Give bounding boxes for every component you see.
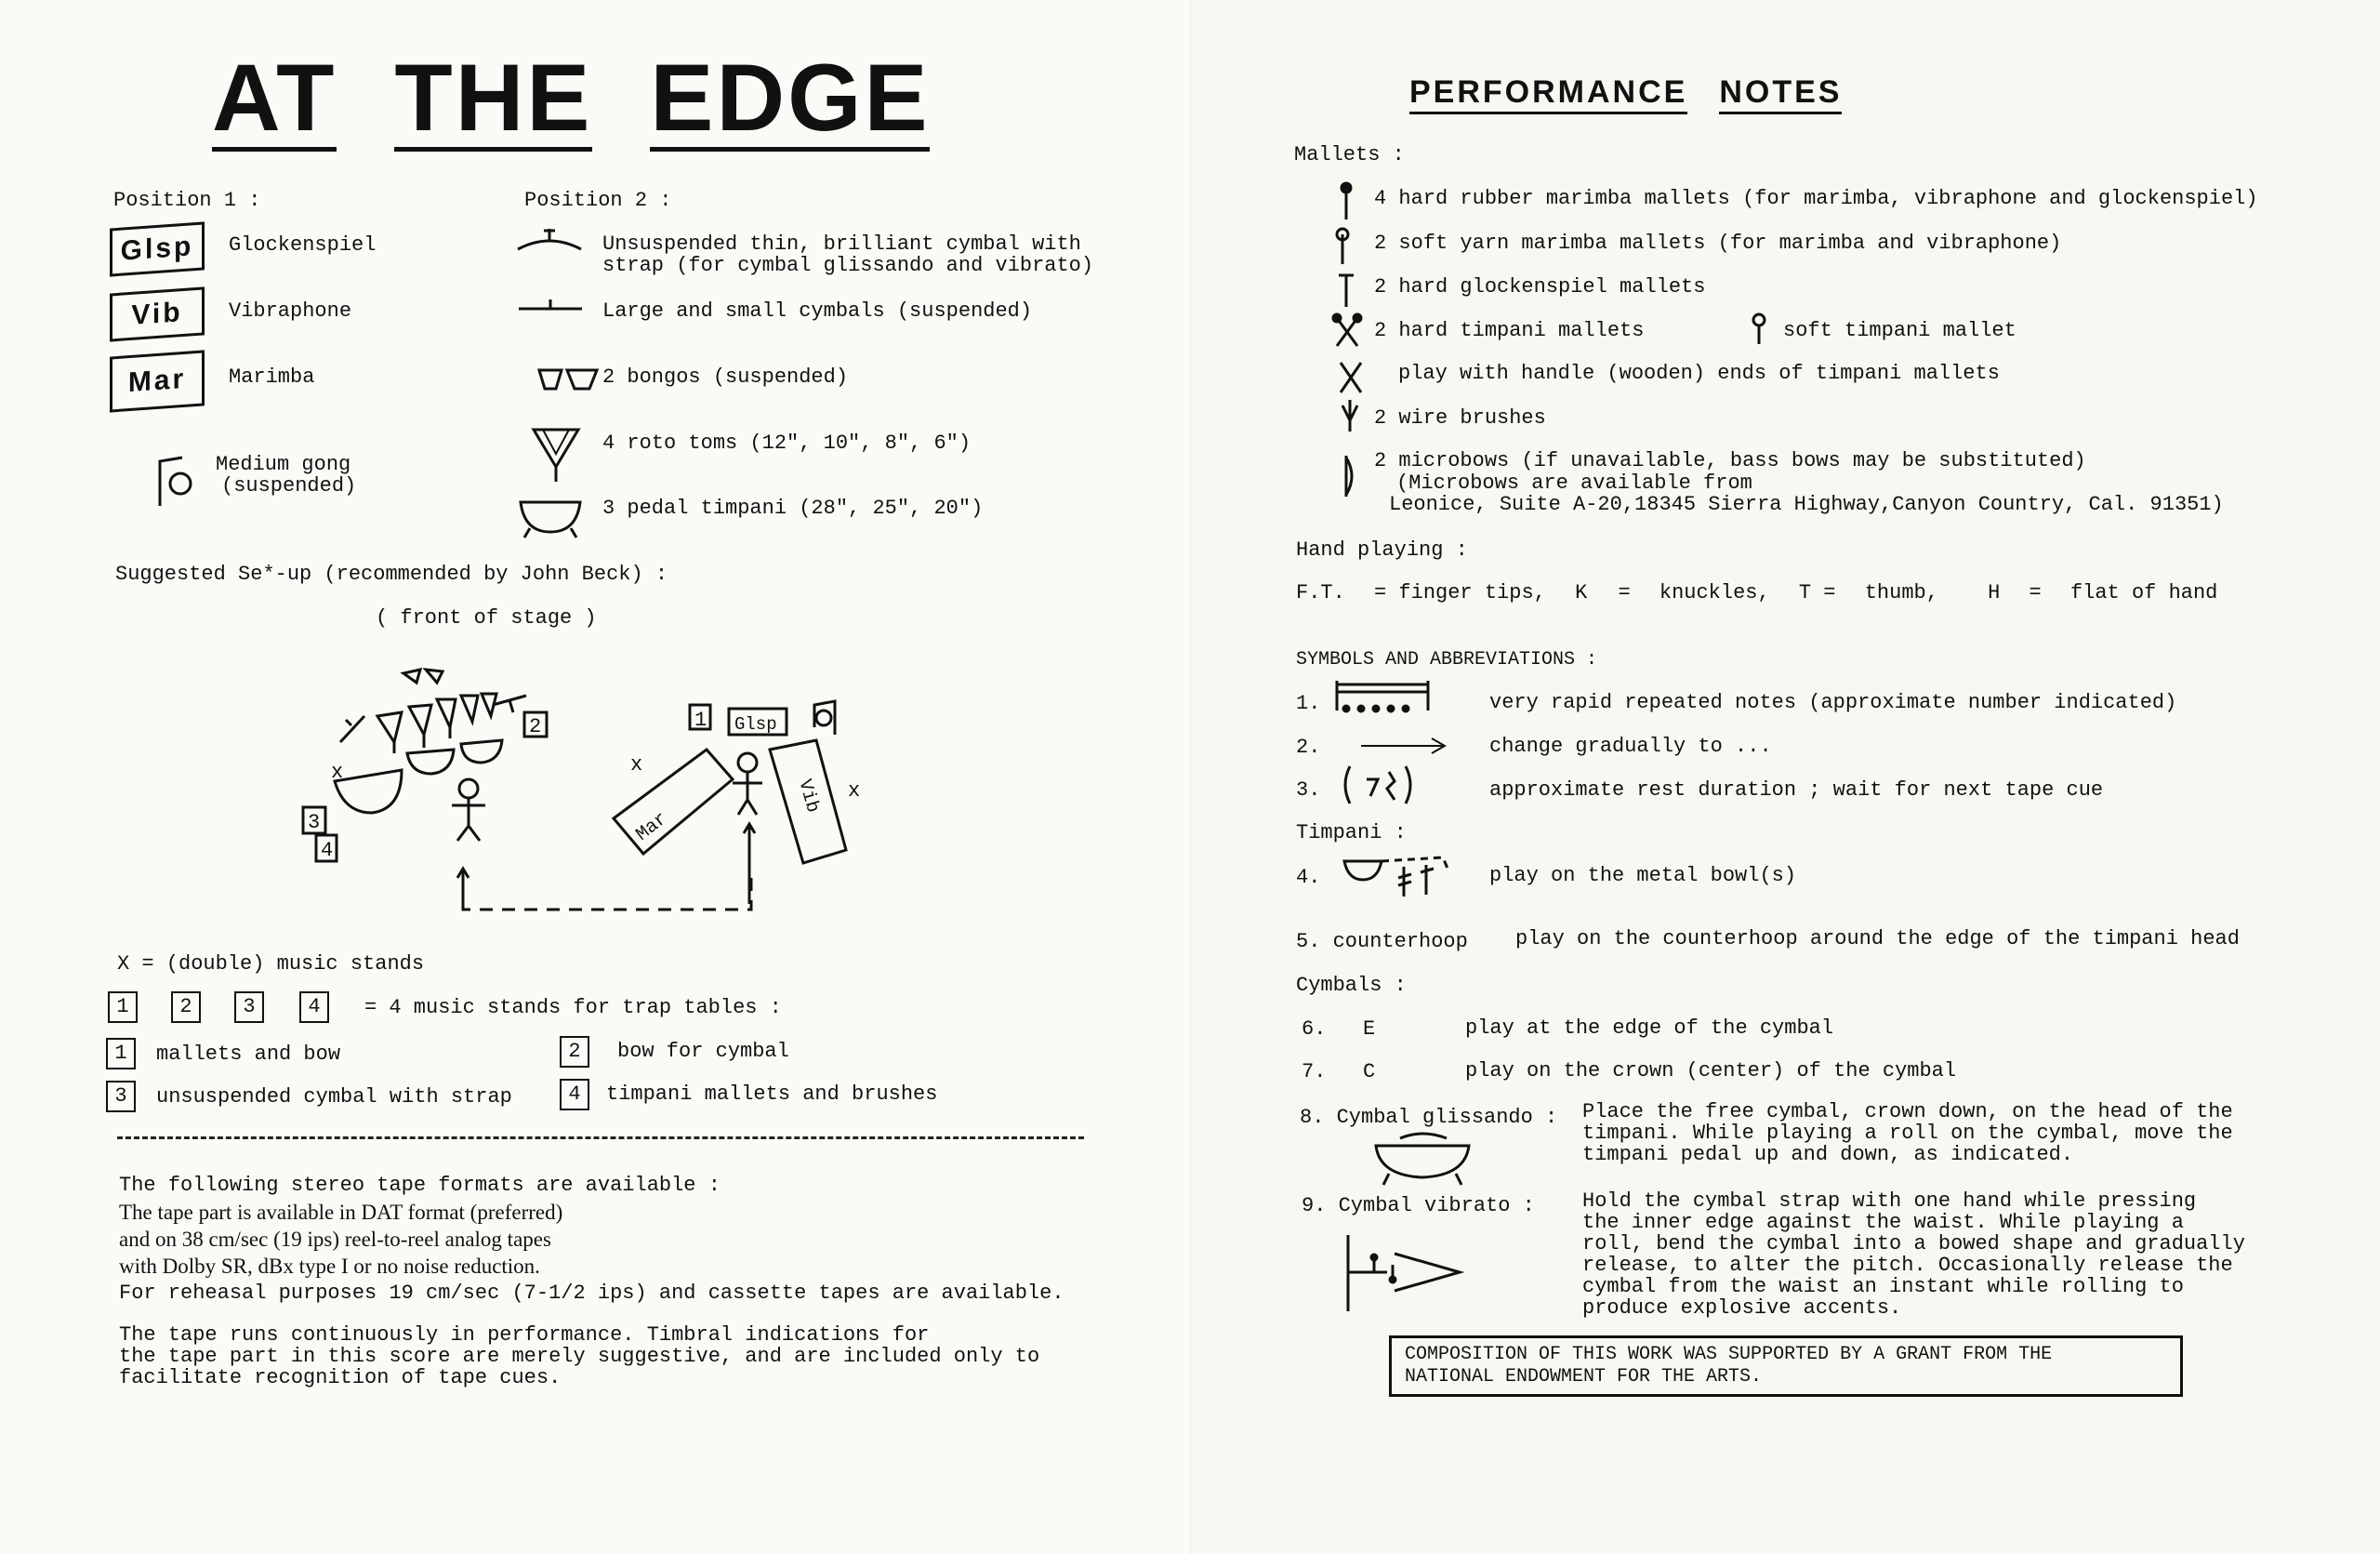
hand-playing-label: Hand playing : [1296, 538, 1468, 562]
mallet-item-5: play with handle (wooden) ends of timpani mallets [1398, 362, 2000, 385]
table-box-3: 3 [106, 1081, 136, 1112]
cymbal-vibrato-text: Hold the cymbal strap with one hand while pressing the inner edge against the waist. While playing a roll, bend the cymbal into a bowed shape and gradually release, to alter the pitch. Occasionally release the cymbal from the waist an instant while rolling to produce explosive accents. [1582, 1189, 2245, 1320]
mar-box: Mar [110, 350, 205, 412]
gong-icon [156, 454, 197, 508]
arrow-icon [1359, 735, 1448, 757]
music-stand-x-3: x [848, 779, 861, 803]
cymbal-strap-icon [516, 227, 583, 253]
wire-brush-icon [1342, 400, 1357, 432]
diagram-box-3: 3 [308, 811, 321, 834]
position1-label: Position 1 : [113, 189, 261, 212]
page-title: AT THE EDGE [212, 45, 931, 151]
music-stand-x-2: x [630, 753, 643, 777]
symbol-5-text: play on the counterhoop around the edge of the timpani head [1515, 927, 2240, 950]
symbol-6-num: 6. [1302, 1017, 1327, 1041]
symbol-5-label: 5. counterhoop [1296, 930, 1468, 953]
symbol-2-text: change gradually to ... [1489, 735, 1772, 758]
grant-notice: COMPOSITION OF THIS WORK WAS SUPPORTED BY A GRANT FROM THE NATIONAL ENDOWMENT FOR THE ARTS. [1389, 1335, 2183, 1397]
stand-box-1: 1 [108, 991, 138, 1023]
diagram-box-1: 1 [694, 709, 707, 732]
tape-runs-text: The tape runs continuously in performance. Timbral indications for the tape part in this score are merely suggestive, and are included only to facilitate recognition of tape cues. [119, 1323, 1040, 1389]
gong-label: Medium gong (suspended) [216, 453, 357, 498]
symbol-7-num: 7. [1302, 1060, 1327, 1083]
table-box-2: 2 [560, 1036, 589, 1068]
cymbal-on-timpani-icon [1372, 1129, 1474, 1189]
music-stands-legend: X = (double) music stands [117, 952, 425, 976]
roto-toms-text: 4 roto toms (12", 10", 8", 6") [602, 432, 972, 455]
table-1-text: mallets and bow [156, 1043, 341, 1066]
setup-diagram [298, 660, 874, 911]
cymbal-vibrato-icon [1341, 1231, 1471, 1315]
setup-label: Suggested Se*-up (recommended by John Beck) : [115, 563, 668, 586]
diagram-glsp-label: Glsp [734, 714, 777, 735]
mallet-item-4: 2 hard timpani mallets [1374, 319, 1645, 342]
cymbal-glissando-label: 8. Cymbal glissando : [1300, 1106, 1558, 1129]
symbol-6-text: play at the edge of the cymbal [1465, 1016, 1834, 1040]
cymbals-label: Cymbals : [1296, 974, 1407, 997]
timpani-mallets-icon [1337, 318, 1357, 346]
front-of-stage: ( front of stage ) [376, 606, 597, 630]
stand-box-4: 4 [299, 991, 329, 1023]
soft-timpani-mallet-icon [1750, 312, 1772, 346]
microbow-source: (Microbows are available from Leonice, Suite A-20,18345 Sierra Highway,Canyon Country, Cal. 91351) [1389, 472, 2224, 516]
symbol-4-num: 4. [1296, 866, 1321, 889]
suspended-cymbals-icon [517, 296, 584, 314]
diagram-box-2: 2 [529, 715, 542, 738]
unsuspended-cymbal-text: Unsuspended thin, brilliant cymbal with strap (for cymbal glissando and vibrato) [602, 232, 1094, 277]
mallet-icons [1333, 182, 1380, 545]
cymbal-glissando-text: Place the free cymbal, crown down, on the head of the timpani. While playing a roll on the cymbal, move the timpani pedal up and down, as indicated. [1582, 1100, 2233, 1166]
symbol-2-num: 2. [1296, 736, 1321, 759]
symbol-3-text: approximate rest duration ; wait for next tape cue [1489, 778, 2104, 802]
mallet-item-1: 4 hard rubber marimba mallets (for marimba, vibraphone and glockenspiel) [1374, 187, 2258, 210]
glsp-box: Glsp [110, 221, 205, 276]
mallet-item-2: 2 soft yarn marimba mallets (for marimba and vibraphone) [1374, 232, 2062, 255]
symbol-3-num: 3. [1296, 778, 1321, 802]
mallet-item-3: 2 hard glockenspiel mallets [1374, 275, 1706, 299]
glockenspiel-label: Glockenspiel [229, 233, 377, 257]
handle-ends-icon [1341, 363, 1361, 392]
table-2-text: bow for cymbal [617, 1040, 789, 1063]
bongos-text: 2 bongos (suspended) [602, 365, 849, 389]
rapid-notes-icon [1331, 675, 1434, 716]
trap-tables-label: = 4 music stands for trap tables : [364, 996, 782, 1019]
symbols-label: SYMBOLS AND ABBREVIATIONS : [1296, 649, 1598, 671]
timpani-text: 3 pedal timpani (28", 25", 20") [602, 497, 984, 520]
diagram-marimba-label: Mar [632, 808, 672, 846]
roto-toms-icon [532, 426, 580, 484]
diagram-vibraphone-label: Vib [793, 777, 824, 816]
glockenspiel-mallet-icon [1339, 275, 1354, 307]
mallet-item-6: 2 wire brushes [1374, 406, 1546, 430]
table-box-4: 4 [560, 1079, 589, 1110]
metal-bowl-icon [1341, 852, 1480, 900]
soft-timpani-mallet-text: soft timpani mallet [1783, 319, 2016, 342]
symbol-4-text: play on the metal bowl(s) [1489, 864, 1797, 887]
marimba-label: Marimba [229, 365, 315, 389]
performance-notes-heading: PERFORMANCE NOTES [1409, 74, 1873, 111]
table-4-text: timpani mallets and brushes [606, 1082, 938, 1106]
timpani-icon [517, 495, 584, 539]
diagram-box-4: 4 [321, 839, 334, 862]
symbol-6-abbr: E [1363, 1017, 1376, 1041]
vibraphone-label: Vibraphone [229, 299, 352, 323]
suspended-cymbals-text: Large and small cymbals (suspended) [602, 299, 1033, 323]
microbow-icon [1346, 456, 1352, 497]
tape-formats: The following stereo tape formats are available : The tape part is available in DAT format (preferred) and on 38 cm/sec (19 ips) reel-to-reel analog tapes with Dolby SR, dBx type I or no noise reduction. For reheasal purposes 19 cm/sec (7-1/2 ips) and cassette tapes are available. [119, 1174, 1064, 1305]
right-page [1192, 0, 2380, 1554]
cymbal-vibrato-label: 9. Cymbal vibrato : [1302, 1194, 1535, 1217]
music-stand-x-1: x [331, 761, 344, 784]
symbol-1-num: 1. [1296, 692, 1321, 715]
rest-duration-icon [1341, 763, 1415, 807]
bongos-icon [537, 365, 599, 392]
mallet-item-7: 2 microbows (if unavailable, bass bows may be substituted) [1374, 449, 2086, 472]
position2-label: Position 2 : [524, 189, 672, 212]
dashed-divider [117, 1136, 1084, 1139]
stand-box-3: 3 [234, 991, 264, 1023]
symbol-1-text: very rapid repeated notes (approximate number indicated) [1489, 691, 2177, 714]
table-box-1: 1 [106, 1038, 136, 1069]
stand-box-2: 2 [171, 991, 201, 1023]
hand-playing-legend: F.T. = finger tips, K = knuckles, T = thumb, H = flat of hand [1296, 581, 2218, 604]
mallets-label: Mallets : [1294, 143, 1405, 166]
symbol-7-abbr: C [1363, 1060, 1376, 1083]
vib-box: Vib [110, 286, 205, 341]
symbol-7-text: play on the crown (center) of the cymbal [1465, 1059, 1957, 1082]
table-3-text: unsuspended cymbal with strap [156, 1085, 512, 1109]
timpani-label: Timpani : [1296, 821, 1407, 844]
